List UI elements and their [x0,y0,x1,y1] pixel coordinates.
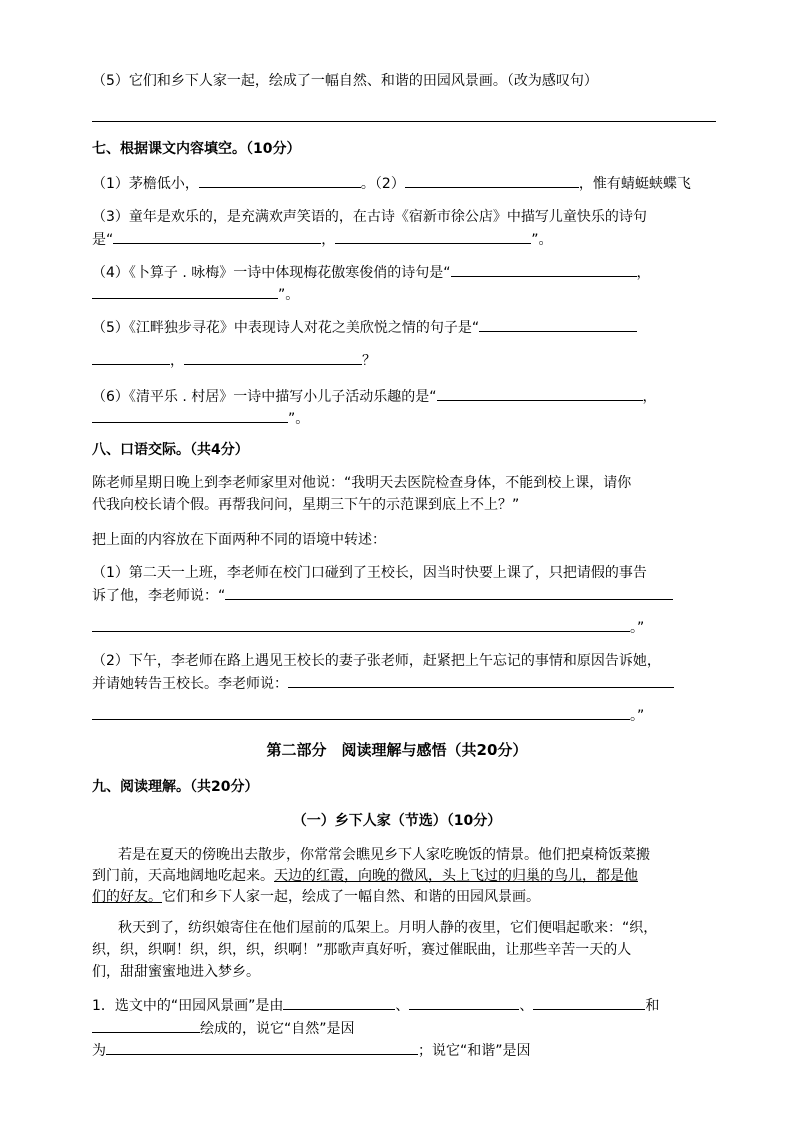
blank-field[interactable] [92,617,630,632]
label: 。（2） [360,176,405,192]
label: ， [642,389,657,405]
blank-field[interactable] [479,317,637,332]
sec7-q1-q2 [92,173,691,194]
sec9-q1-line2 [92,1018,355,1039]
label: ？ [362,353,376,369]
blank-field[interactable] [437,386,643,401]
section-8-title: 八、口语交际。（共4分） [92,442,249,458]
label: 是“ [92,232,114,248]
blank-field[interactable] [92,350,170,365]
passage-para1-line3 [92,887,540,907]
label: 1．选文中的“田园风景画”是由 [92,998,284,1014]
label: 绘成的，说它“自然”是因 [200,1021,355,1037]
sec8-q1-line1: （1）第二天一上班，李老师在校门口碰到了王校长，因当时快要上课了，只把请假的事告 [92,565,647,581]
blank-field[interactable] [199,173,361,188]
blank-field[interactable] [533,995,645,1010]
sec8-para-line2: 代我向校长请个假。再帮我问问，星期三下午的示范课到底上不上？” [92,497,520,513]
sec7-q4-line1 [92,262,651,283]
blank-field[interactable] [92,408,288,423]
blank-field[interactable] [106,1040,418,1055]
label: ， [321,232,336,248]
passage-para2-line1: 秋天到了，纺织娘寄住在他们屋前的瓜架上。月明人静的夜里，它们便唱起歌来：“织， [118,920,658,936]
sec7-q6-line2 [92,408,309,429]
sec7-q4-line2 [92,284,299,305]
sec7-q5-line2 [92,350,376,371]
sec9-q1-line3 [92,1040,531,1061]
label: ；说它“和谐”是因 [418,1043,531,1059]
label: 。” [630,708,645,724]
blank-field[interactable] [92,284,278,299]
sec7-q5-line1 [92,317,637,338]
blank-field[interactable] [335,229,531,244]
label: ”。 [531,232,553,248]
label: （1）茅檐低小， [92,176,199,192]
label: ，惟有蜻蜓蛱蝶飞 [578,176,691,192]
label: （6）《清平乐 . 村居》一诗中描写小儿子活动乐趣的是“ [92,389,437,405]
blank-field[interactable] [451,262,637,277]
sec7-q6-line1 [92,386,657,407]
passage-para1-line1: 若是在夏天的傍晚出去散步，你常常会瞧见乡下人家吃晚饭的情景。他们把桌椅饭菜搬 [118,847,650,863]
label: ， [636,265,651,281]
sec8-q2-line2 [92,673,674,694]
blank-field[interactable] [283,995,395,1010]
sec8-q1-line3 [92,617,644,638]
blank-field[interactable] [288,673,674,688]
underlined-sentence: 们的好友。 [92,889,162,905]
sec7-q3-line1: （3）童年是欢乐的，是充满欢声笑语的，在古诗《宿新市徐公店》中描写儿童快乐的诗句 [92,209,647,225]
label: 、 [519,998,534,1014]
label: ”。 [278,287,300,303]
sec8-q1-line2 [92,585,673,606]
section-7-title: 七、根据课文内容填空。（10分） [92,141,301,157]
label: ”。 [288,411,310,427]
part-2-title: 第二部分 阅读理解与感悟（共20分） [266,741,528,759]
passage-title: （一）乡下人家（节选）（10分） [292,813,502,829]
label: ， [170,353,184,369]
label: （5）《江畔独步寻花》中表现诗人对花之美欣悦之情的句子是“ [92,320,480,336]
label: 并请她转告王校长。李老师说： [92,676,288,692]
sec8-para-line1: 陈老师星期日晚上到李老师家里对他说：“我明天去医院检查身体，不能到校上课，请你 [92,475,632,491]
passage-text: 到门前，天高地阔地吃起来。 [92,868,274,884]
question-text: （5）它们和乡下人家一起，绘成了一幅自然、和谐的田园风景画。（改为感叹句） [92,73,598,89]
passage-text: 它们和乡下人家一起，绘成了一幅自然、和谐的田园风景画。 [162,889,540,905]
underlined-sentence: 天边的红霞，向晚的微风，头上飞过的归巢的鸟儿，都是他 [274,868,638,884]
blank-field[interactable] [225,585,673,600]
section-9-title: 九、阅读理解。（共20分） [92,779,259,795]
passage-para2-line3: 们，甜甜蜜蜜地进入梦乡。 [92,964,260,980]
blank-field[interactable] [92,705,630,720]
sec8-q2-line1: （2）下午，李老师在路上遇见王校长的妻子张老师，赶紧把上午忘记的事情和原因告诉她， [92,653,661,669]
label: 诉了他，李老师说：“ [92,588,226,604]
passage-para1-line2 [92,866,638,886]
blank-field[interactable] [184,350,362,365]
sec9-q1-line1 [92,995,659,1016]
label: 。” [630,620,645,636]
passage-para2-line2: 织，织，织啊！织，织，织，织啊！”那歌声真好听，赛过催眠曲，让那些辛苦一天的人 [92,942,632,958]
answer-line[interactable] [92,121,716,122]
label: 和 [645,998,660,1014]
blank-field[interactable] [113,229,321,244]
blank-field[interactable] [405,173,579,188]
label: （4）《卜算子 . 咏梅》一诗中体现梅花傲寒俊俏的诗句是“ [92,265,451,281]
sec7-q3-line2 [92,229,553,250]
question-6-5 [92,71,598,91]
blank-field[interactable] [409,995,519,1010]
sec8-q2-line3 [92,705,644,726]
sec8-instruction: 把上面的内容放在下面两种不同的语境中转述： [92,532,386,548]
label: 为 [92,1043,106,1059]
blank-field[interactable] [92,1018,200,1033]
label: 、 [395,998,410,1014]
